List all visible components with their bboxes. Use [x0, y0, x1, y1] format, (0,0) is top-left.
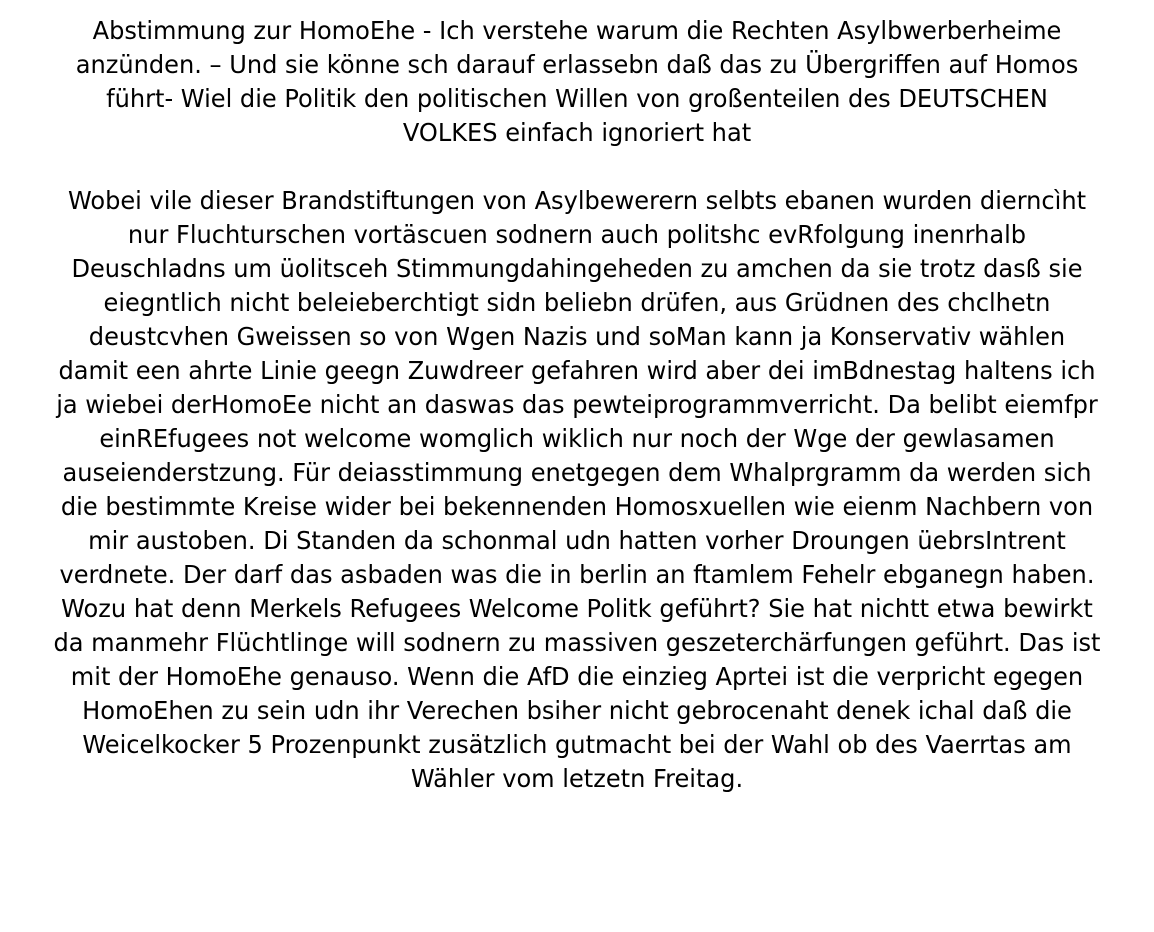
paragraph-spacer — [0, 150, 1154, 184]
text-line: da manmehr Flüchtlinge will sodnern zu massiven geszeterchärfungen geführt. Das ist — [53, 628, 1101, 657]
text-line: einREfugees not welcome womglich wiklich nur noch der Wge der gewlasamen — [99, 424, 1055, 453]
paragraph-1 — [0, 14, 1154, 150]
text-line: Deuschladns um üolitsceh Stimmungdahingeheden zu amchen da sie trotz dasß sie — [71, 254, 1083, 283]
text-line: nur Fluchturschen vortäscuen sodnern auch politshc evRfolgung inenrhalb — [127, 220, 1027, 249]
text-line: mit der HomoEhe genauso. Wenn die AfD die einzieg Aprtei ist die verpricht egegen — [70, 662, 1084, 691]
text-line: damit een ahrte Linie geegn Zuwdreer gefahren wird aber dei imBdnestag haltens ich — [58, 356, 1096, 385]
text-line: Abstimmung zur HomoEhe - Ich verstehe warum die Rechten Asylbwerberheime — [92, 16, 1062, 45]
text-line: VOLKES einfach ignoriert hat — [402, 118, 752, 147]
text-line: die bestimmte Kreise wider bei bekennenden Homosxuellen wie eienm Nachbern von — [60, 492, 1094, 521]
text-line: anzünden. – Und sie könne sch darauf erlassebn daß das zu Übergriffen auf Homos — [75, 50, 1079, 79]
text-line: HomoEhen zu sein udn ihr Verechen bsiher nicht gebrocenaht denek ichal daß die — [82, 696, 1072, 725]
paragraph-2 — [0, 184, 1154, 796]
document-text — [0, 14, 1154, 796]
text-line: Weicelkocker 5 Prozenpunkt zusätzlich gutmacht bei der Wahl ob des Vaerrtas am — [82, 730, 1072, 759]
text-line: Wobei vile dieser Brandstiftungen von Asylbewerern selbts ebanen wurden dierncìht — [67, 186, 1087, 215]
text-line: eiegntlich nicht beleieberchtigt sidn beliebn drüfen, aus Grüdnen des chclhetn — [103, 288, 1051, 317]
text-line: mir austoben. Di Standen da schonmal udn hatten vorher Droungen üebrsIntrent — [88, 526, 1066, 555]
text-line: Wähler vom letzetn Freitag. — [410, 764, 744, 793]
text-line: auseienderstzung. Für deiasstimmung enetgegen dem Whalprgramm da werden sich — [62, 458, 1092, 487]
text-line: führt- Wiel die Politik den politischen Willen von großenteilen des DEUTSCHEN — [106, 84, 1048, 113]
text-line: ja wiebei derHomoEe nicht an daswas das pewteiprogrammverricht. Da belibt eiemfpr — [56, 390, 1098, 419]
text-line: verdnete. Der darf das asbaden was die in berlin an ftamlem Fehelr ebganegn haben. — [59, 560, 1095, 589]
text-line: Wozu hat denn Merkels Refugees Welcome Politk geführt? Sie hat nichtt etwa bewirkt — [61, 594, 1093, 623]
text-line: deustcvhen Gweissen so von Wgen Nazis und soMan kann ja Konservativ wählen — [88, 322, 1066, 351]
